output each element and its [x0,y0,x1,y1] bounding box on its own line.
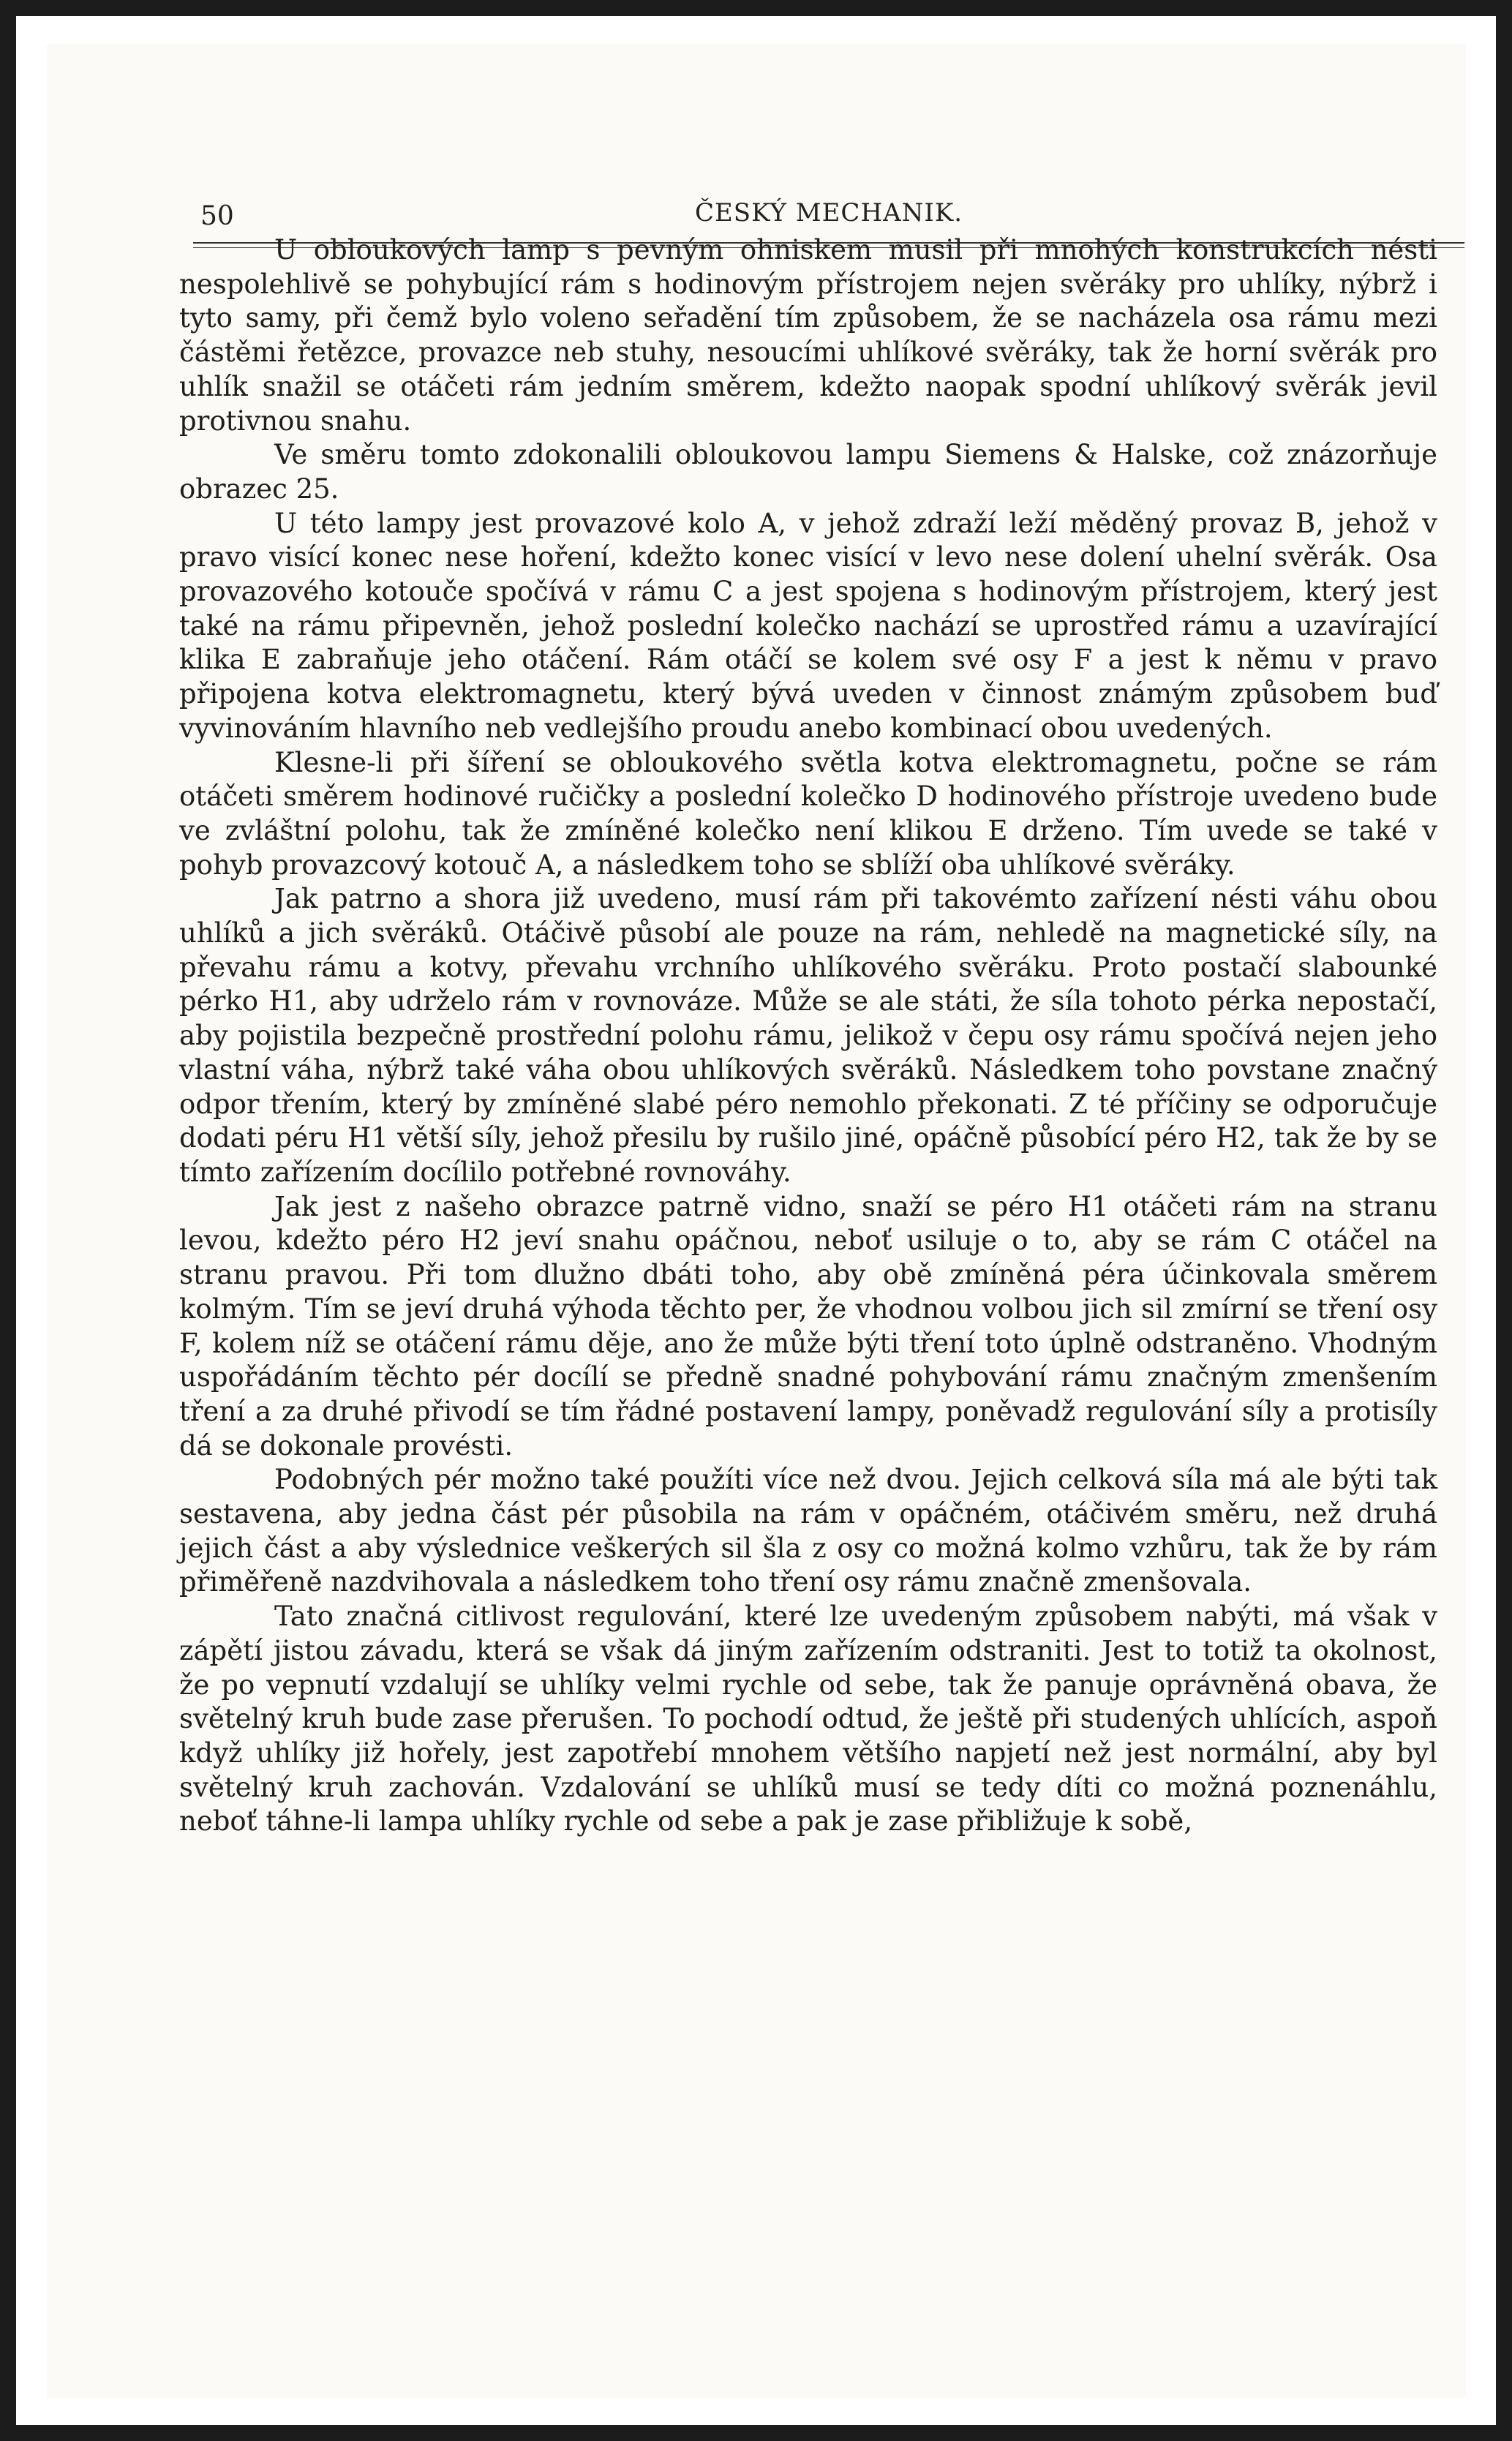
paragraph: Tato značná citlivost regulování, které lze uvedeným způsobem nabýti, má však v zápětí jistou závadu, která se však dá jiným zařízením odstraniti. Jest to totiž ta okolnost, že po vepnutí vzdalují se uhlíky velmi rychle od sebe, tak že panuje oprávněná obava, že světelný kruh bude zase přerušen. To pochodí odtud, že ještě při studených uhlících, aspoň když uhlíky již hořely, jest zapotřebí mnohem většího napjetí než jest normální, aby byl světelný kruh zachován. Vzdalování se uhlíků musí se tedy díti co možná poznenáhlu, neboť táhne-li lampa uhlíky rychle od sebe a pak je zase přibližuje k sobě, [179,1601,1437,1838]
paragraph: Podobných pér možno také použíti více než dvou. Jejich celková síla má ale býti tak sestavena, aby jedna část pér působila na rám v opáčném, otáčivém směru, než druhá jejich část a aby výslednice veškerých sil šla z osy co možná kolmo vzhůru, tak že by rám přiměřeně nazdvihovala a následkem toho tření osy rámu značně zmenšovala. [179,1464,1437,1598]
paragraph: U obloukových lamp s pevným ohniskem musil při mnohých konstrukcích nésti nespolehlivě se pohybující rám s hodinovým přístrojem nejen svěráky pro uhlíky, nýbrž i tyto samy, při čemž bylo voleno seřadění tím způsobem, že se nacházela osa rámu mezi částěmi řetězce, provazce neb stuhy, nesoucími uhlíkové svěráky, tak že horní svěrák pro uhlík snažil se otáčeti rám jedním směrem, kdežto naopak spodní uhlíkový svěrák jevil protivnou snahu. [179,234,1437,437]
running-title: ČESKÝ MECHANIK. [694,198,963,227]
article-body [179,233,1437,1839]
paragraph: U této lampy jest provazové kolo A, v jehož zdraží leží měděný provaz B, jehož v pravo visící konec nese hoření, kdežto konec visící v levo nese dolení uhelní svěrák. Osa provazového kotouče spočívá v rámu C a jest spojena s hodinovým přístrojem, který jest také na rámu připevněn, jehož poslední kolečko nachází se uprostřed rámu a uzavírající klika E zabraňuje jeho otáčení. Rám otáčí se kolem své osy F a jest k němu v pravo připojena kotva elektromagnetu, který bývá uveden v činnost známým způsobem buď vyvinováním hlavního neb vedlejšího proudu anebo kombinací obou uvedených. [179,507,1437,744]
paragraph: Jak patrno a shora již uvedeno, musí rám při takovémto zařízení nésti váhu obou uhlíků a jich svěráků. Otáčivě působí ale pouze na rám, nehledě na magnetické síly, na převahu rámu a kotvy, převahu vrchního uhlíkového svěráku. Proto postačí slabounké pérko H1, aby udrželo rám v rovnováze. Může se ale státi, že síla tohoto pérka nepostačí, aby pojistila bezpečně prostřední polohu rámu, jelikož v čepu osy rámu spočívá nejen jeho vlastní váha, nýbrž také váha obou uhlíkových svěráků. Následkem toho povstane značný odpor třením, který by zmíněné slabé péro nemohlo překonati. Z té příčiny se odporučuje dodati péru H1 větší síly, jehož přesilu by rušilo jiné, opáčně působící péro H2, tak že by se tímto zařízením docílilo potřebné rovnováhy. [179,883,1437,1188]
page-number: 50 [200,201,234,231]
scan-frame [16,16,1496,2425]
page-header [193,179,1464,230]
paragraph: Jak jest z našeho obrazce patrně vidno, snaží se péro H1 otáčeti rám na stranu levou, kdežto péro H2 jeví snahu opáčnou, neboť usiluje o to, aby se rám C otáčel na stranu pravou. Při tom dlužno dbáti toho, aby obě zmíněná péra účinkovala směrem kolmým. Tím se jeví druhá výhoda těchto per, že vhodnou volbou jich sil zmírní se tření osy F, kolem níž se otáčení rámu děje, ano že může býti tření toto úplně odstraněno. Vhodným uspořádáním těchto pér docílí se předně snadné pohybování rámu značným zmenšením tření a za druhé přivodí se tím řádné postavení lampy, poněvadž regulování síly a protisíly dá se dokonale provésti. [179,1190,1437,1462]
paragraph: Ve směru tomto zdokonalili obloukovou lampu Siemens & Halske, což znázorňuje obrazec 25. [179,439,1437,505]
paragraph: Klesne-li při šíření se obloukového světla kotva elektromagnetu, počne se rám otáčeti směrem hodinové ručičky a poslední kolečko D hodinového přístroje uvedeno bude ve zvláštní polohu, tak že zmíněné kolečko není klikou E drženo. Tím uvede se také v pohyb provazcový kotouč A, a následkem toho se sblíží oba uhlíkové svěráky. [179,746,1437,881]
